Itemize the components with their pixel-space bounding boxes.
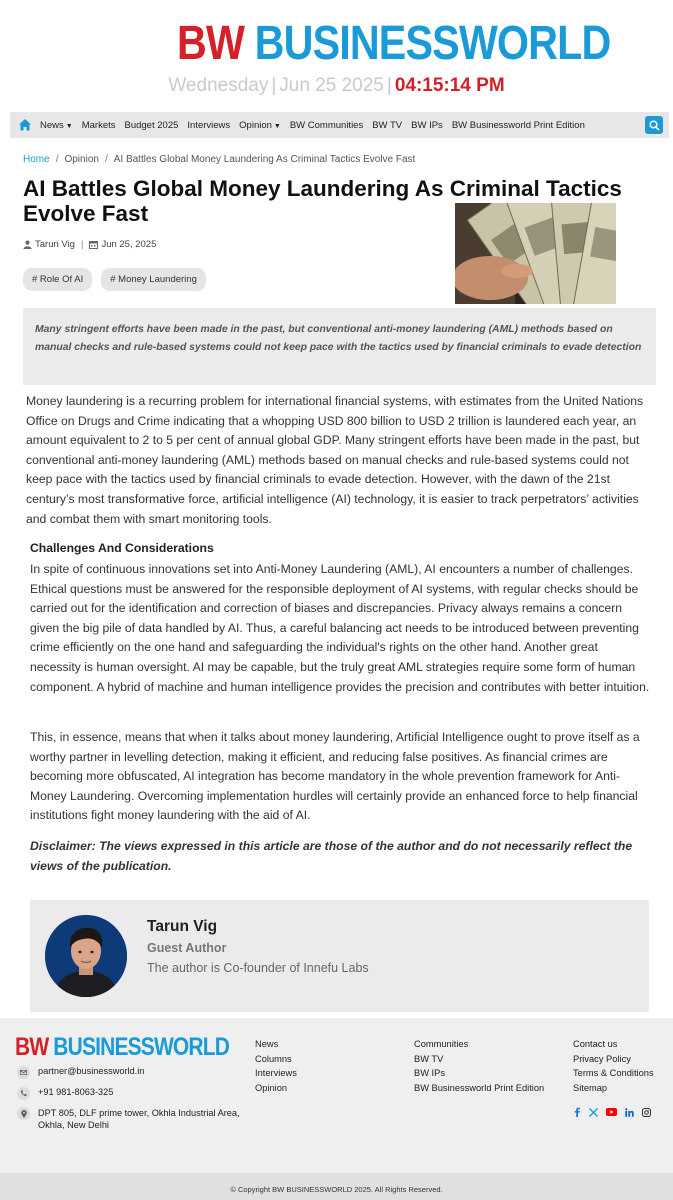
- social-links: [573, 1107, 659, 1117]
- phone-icon: [17, 1087, 30, 1100]
- mail-icon: [17, 1066, 30, 1079]
- footer-link-sitemap[interactable]: Sitemap: [573, 1082, 608, 1093]
- footer: [0, 1018, 673, 1200]
- user-icon: [23, 240, 32, 249]
- footer-address-text: DPT 805, DLF prime tower, Okhla Industrial Area, Okhla, New Delhi: [38, 1108, 240, 1130]
- home-icon[interactable]: [18, 118, 32, 132]
- youtube-icon[interactable]: [606, 1108, 617, 1116]
- masthead: [0, 0, 673, 110]
- chevron-down-icon: ▼: [273, 122, 281, 130]
- publish-date: Jun 25, 2025: [101, 239, 157, 250]
- nav-print-edition[interactable]: BW Businessworld Print Edition: [451, 119, 585, 131]
- footer-phone-text: +91 981-8063-325: [38, 1087, 114, 1097]
- current-day: Wednesday: [168, 75, 269, 96]
- footer-logo-name: BUSINESSWORLD: [53, 1033, 230, 1061]
- tag-list: [23, 268, 215, 291]
- article-summary: Many stringent efforts have been made in the past, but conventional anti-money laundering (AML) methods based on manual checks and rule-based systems could not keep pace with the tactics used by financial criminals to evade detection: [23, 308, 656, 385]
- breadcrumb-home[interactable]: Home: [23, 154, 50, 165]
- nav-communities[interactable]: BW Communities: [289, 119, 364, 131]
- article-meta: Tarun Vig | Jun 25, 2025: [23, 239, 156, 250]
- avatar[interactable]: [45, 915, 127, 997]
- logo-name: BUSINESSWORLD: [254, 17, 611, 70]
- copyright: © Copyright BW BUSINESSWORLD 2025. All Rights Reserved.: [0, 1173, 673, 1200]
- article-title: AI Battles Global Money Laundering As Criminal Tactics Evolve Fast: [23, 176, 622, 226]
- nav-opinion[interactable]: [239, 120, 281, 131]
- dateline: Wednesday | Jun 25 2025 | 04:15:14 PM: [168, 75, 505, 96]
- linkedin-icon[interactable]: [625, 1108, 634, 1117]
- footer-links-info: [573, 1037, 654, 1095]
- footer-link-interviews[interactable]: Interviews: [255, 1068, 297, 1078]
- tag-role-of-ai[interactable]: # Role Of AI: [23, 268, 92, 291]
- footer-address: [17, 1107, 257, 1131]
- footer-link-news[interactable]: News: [255, 1039, 279, 1049]
- nav-markets[interactable]: Markets: [81, 119, 116, 131]
- article-paragraph: This, in essence, means that when it talks about money laundering, Artificial Intelligence ought to prove itself as a worthy partner in levelling detection, making it efficient, and reducing false positives. As financial crimes are becoming more obfuscated, AI integration has become mandatory in the whole prevention framework for Anti-Money Laundering. Overcoming implementation hurdles will certainly provide an enhanced force to help financial institutions fight money laundering with the aid of AI.: [30, 730, 640, 823]
- breadcrumb: Home / Opinion / AI Battles Global Money Laundering As Criminal Tactics Evolve Fast: [23, 154, 416, 165]
- footer-link-columns[interactable]: Columns: [255, 1053, 292, 1064]
- author-link[interactable]: Tarun Vig: [35, 239, 75, 250]
- calendar-icon: [89, 240, 98, 249]
- nav-bwips[interactable]: BW IPs: [411, 119, 443, 131]
- nav-news[interactable]: [40, 120, 73, 131]
- article-subheading: Challenges And Considerations: [30, 541, 214, 555]
- footer-link-bwips[interactable]: BW IPs: [414, 1068, 445, 1078]
- author-card-role: Guest Author: [147, 941, 227, 955]
- search-button[interactable]: [645, 116, 663, 134]
- footer-links-communities: [414, 1037, 544, 1095]
- breadcrumb-section[interactable]: Opinion: [64, 154, 99, 165]
- nav-opinion-label: Opinion: [239, 119, 272, 131]
- location-icon: [17, 1107, 30, 1120]
- footer-link-print-edition[interactable]: BW Businessworld Print Edition: [414, 1082, 545, 1093]
- instagram-icon[interactable]: [642, 1108, 651, 1117]
- footer-link-opinion[interactable]: Opinion: [255, 1082, 288, 1093]
- author-card: [30, 900, 649, 1012]
- article-hero-image: [455, 203, 616, 304]
- footer-logo[interactable]: [15, 1033, 229, 1061]
- nav-budget[interactable]: Budget 2025: [124, 119, 179, 131]
- footer-email-text: partner@businessworld.in: [38, 1066, 145, 1076]
- x-icon[interactable]: [589, 1108, 598, 1117]
- nav-news-label: News: [40, 119, 64, 131]
- footer-link-privacy[interactable]: Privacy Policy: [573, 1053, 631, 1064]
- article-paragraph: In spite of continuous innovations set into Anti-Money Laundering (AML), AI encounters a number of challenges. Ethical questions must be answered for the responsible deployment of AI systems, with regular checks should be carried out for the identification and correction of biases and discrepancies. Privacy always remains a concern given the big pile of data handled by AI. Thus, a careful balancing act needs to be introduced between preventing crime efficiently on the one hand and safeguarding the individual's rights on the other hand. Another great necessity is human oversight. AI may be capable, but the truly great AML strategies require some form of human component. A hybrid of machine and human intelligence provides the precision and contributes with better intuition.: [30, 562, 650, 694]
- nav-interviews[interactable]: Interviews: [187, 119, 231, 131]
- footer-link-terms[interactable]: Terms & Conditions: [573, 1068, 654, 1078]
- footer-link-bwtv[interactable]: BW TV: [414, 1053, 444, 1064]
- chevron-down-icon: ▼: [65, 122, 73, 130]
- current-date: Jun 25 2025: [279, 75, 384, 96]
- tag-money-laundering[interactable]: # Money Laundering: [101, 268, 206, 291]
- current-time: 04:15:14 PM: [394, 75, 505, 96]
- main-nav: [10, 112, 669, 138]
- nav-bwtv[interactable]: BW TV: [372, 119, 403, 131]
- footer-link-contact[interactable]: Contact us: [573, 1039, 618, 1049]
- site-logo[interactable]: [177, 18, 610, 70]
- footer-email[interactable]: [17, 1066, 144, 1079]
- author-card-bio: The author is Co-founder of Innefu Labs: [147, 961, 369, 975]
- footer-logo-bw: BW: [15, 1033, 49, 1061]
- author-card-name[interactable]: Tarun Vig: [147, 918, 218, 935]
- search-icon: [649, 120, 660, 131]
- breadcrumb-current: AI Battles Global Money Laundering As Criminal Tactics Evolve Fast: [113, 154, 416, 165]
- footer-phone[interactable]: [17, 1087, 113, 1100]
- facebook-icon[interactable]: [573, 1107, 581, 1117]
- footer-links-main: [255, 1037, 297, 1095]
- footer-link-communities[interactable]: Communities: [414, 1039, 469, 1049]
- disclaimer: Disclaimer: The views expressed in this article are those of the author and do not necessarily reflect the views of the publication.: [30, 839, 633, 873]
- article-paragraph: Money laundering is a recurring problem for international financial systems, with estimates from the United Nations Office on Drugs and Crime indicating that a whopping USD 800 billion to USD 2 trillion is laundered each year, an amount equivalent to 2 to 5 per cent of annual global GDP. Many stringent efforts have been made in the past, but conventional anti-money laundering (AML) methods based on manual checks and rule-based systems could not keep pace with the tactics used by financial criminals to evade detection. However, with the dawn of the 21st century’s most transformative force, artificial intelligence (AI) technology, it is easier to track perpetrators’ activities and combat them with smart monitoring tools.: [26, 394, 644, 526]
- logo-bw: BW: [177, 17, 245, 70]
